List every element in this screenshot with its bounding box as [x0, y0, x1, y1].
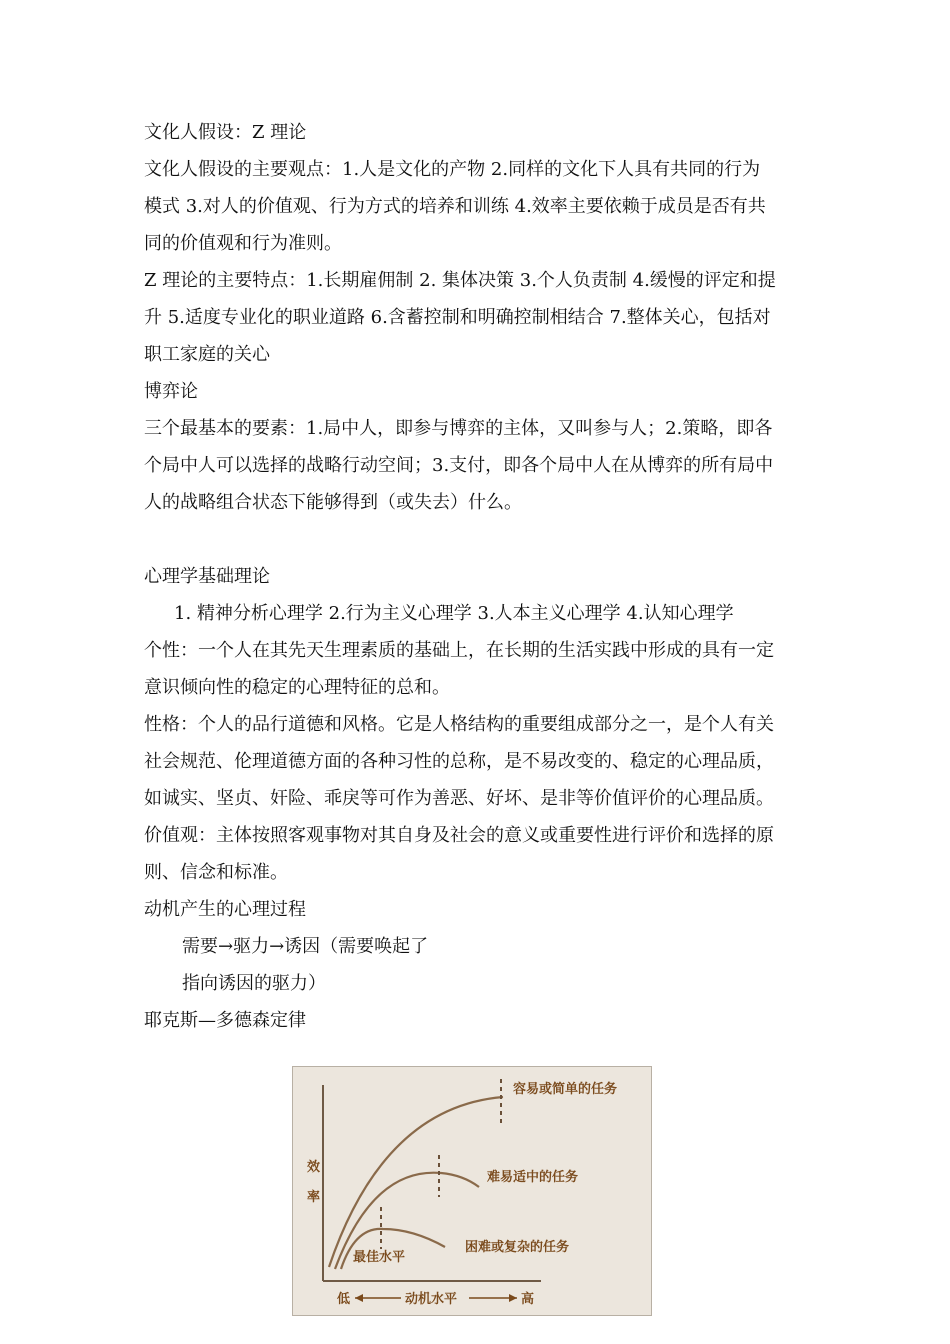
chart-svg [293, 1067, 651, 1315]
paragraph-line: 如诚实、坚贞、奸险、乖戾等可作为善恶、好坏、是非等价值评价的心理品质。 [144, 788, 774, 809]
paragraph-line: 个局中人可以选择的战略行动空间；3.支付，即各个局中人在从博弈的所有局中 [144, 455, 774, 476]
paragraph-line: 升 5.适度专业化的职业道路 6.含蓄控制和明确控制相结合 7.整体关心，包括对 [144, 307, 771, 328]
process-line: 指向诱因的驱力） [182, 973, 326, 994]
paragraph-line: Z 理论的主要特点：1.长期雇佣制 2. 集体决策 3.个人负责制 4.缓慢的评定和提 [144, 270, 776, 291]
yerkes-dodson-chart [292, 1066, 652, 1316]
paragraph-line: 社会规范、伦理道德方面的各种习性的总称，是不易改变的、稳定的心理品质， [144, 751, 774, 772]
y-axis-label-char-2: 率 [307, 1190, 321, 1205]
heading-z-theory: 文化人假设：Z 理论 [144, 122, 307, 143]
y-axis-label-char-1: 效 [307, 1160, 321, 1175]
heading-psychology: 心理学基础理论 [144, 566, 270, 587]
paragraph-line: 意识倾向性的稳定的心理特征的总和。 [144, 677, 450, 698]
paragraph-line: 性格：个人的品行道德和风格。它是人格结构的重要组成部分之一，是个人有关 [144, 714, 774, 735]
paragraph-line: 人的战略组合状态下能够得到（或失去）什么。 [144, 492, 522, 513]
paragraph-line: 价值观：主体按照客观事物对其自身及社会的意义或重要性进行评价和选择的原 [144, 825, 774, 846]
x-arrow-right-head [509, 1294, 517, 1302]
heading-game-theory: 博弈论 [144, 381, 198, 402]
paragraph-line: 同的价值观和行为准则。 [144, 233, 342, 254]
x-axis-high-label: 高 [521, 1292, 535, 1307]
paragraph-line: 文化人假设的主要观点：1.人是文化的产物 2.同样的文化下人具有共同的行为 [144, 159, 761, 180]
heading-motivation: 动机产生的心理过程 [144, 899, 306, 920]
heading-yerkes-dodson: 耶克斯—多德森定律 [144, 1010, 306, 1031]
document-body [144, 118, 824, 1043]
series-label-difficult: 困难或复杂的任务 [465, 1240, 570, 1255]
series-label-moderate: 难易适中的任务 [487, 1170, 579, 1185]
x-axis-low-label: 低 [337, 1292, 351, 1307]
paragraph-line: 则、信念和标准。 [144, 862, 288, 883]
paragraph-line: 三个最基本的要素：1.局中人，即参与博弈的主体，又叫参与人；2.策略，即各 [144, 418, 773, 439]
paragraph-line: 模式 3.对人的价值观、行为方式的培养和训练 4.效率主要依赖于成员是否有共 [144, 196, 766, 217]
series-label-easy: 容易或简单的任务 [513, 1082, 618, 1097]
x-arrow-left-head [355, 1294, 363, 1302]
x-axis-label: 动机水平 [405, 1292, 458, 1307]
blank-line [144, 525, 824, 562]
process-line: 需要→驱力→诱因（需要唤起了 [182, 936, 429, 957]
paragraph-line: 职工家庭的关心 [144, 344, 270, 365]
optimum-label: 最佳水平 [353, 1250, 406, 1265]
numbered-list-line: 1. 精神分析心理学 2.行为主义心理学 3.人本主义心理学 4.认知心理学 [174, 603, 734, 624]
paragraph-line: 个性：一个人在其先天生理素质的基础上，在长期的生活实践中形成的具有一定 [144, 640, 774, 661]
